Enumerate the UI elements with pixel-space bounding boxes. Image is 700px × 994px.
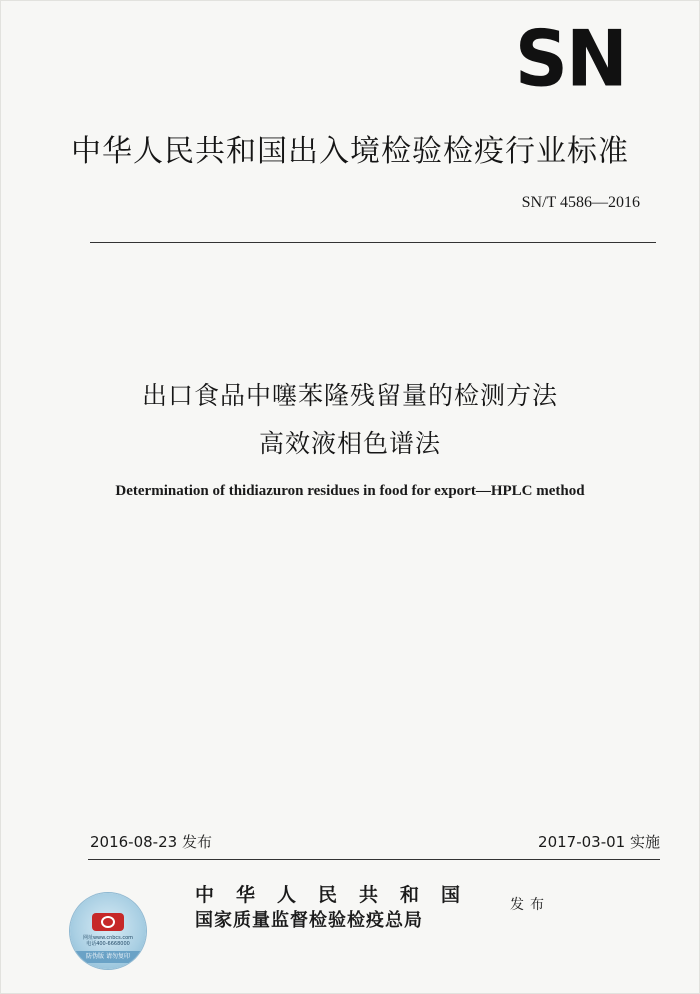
stamp-text: 网址www.cnbcs.com 电话400-6668000 — [82, 935, 134, 947]
publish-label: 发布 — [510, 897, 550, 913]
stamp-logo-icon — [92, 913, 124, 931]
implementation-date: 2017-03-01 实施 — [538, 833, 660, 851]
standard-code: SN/T 4586—2016 — [521, 194, 640, 211]
header-divider — [90, 242, 656, 243]
document-title-english: Determination of thidiazuron residues in food for export—HPLC method — [115, 483, 585, 499]
sn-logo: SN — [514, 13, 626, 105]
stamp-band: 防伪版 请勿复印 — [70, 951, 146, 963]
document-title-line2: 高效液相色谱法 — [258, 429, 441, 458]
footer-divider — [88, 859, 660, 860]
anti-counterfeit-stamp — [70, 893, 146, 969]
document-title-line1: 出口食品中噻苯隆残留量的检测方法 — [141, 381, 558, 410]
publisher-country: 中华人民共和国 — [195, 884, 483, 906]
issue-date: 2016-08-23 发布 — [90, 833, 212, 851]
sector-standard-title: 中华人民共和国出入境检验检疫行业标准 — [71, 134, 629, 169]
publisher-agency: 国家质量监督检验检疫总局 — [195, 910, 423, 931]
